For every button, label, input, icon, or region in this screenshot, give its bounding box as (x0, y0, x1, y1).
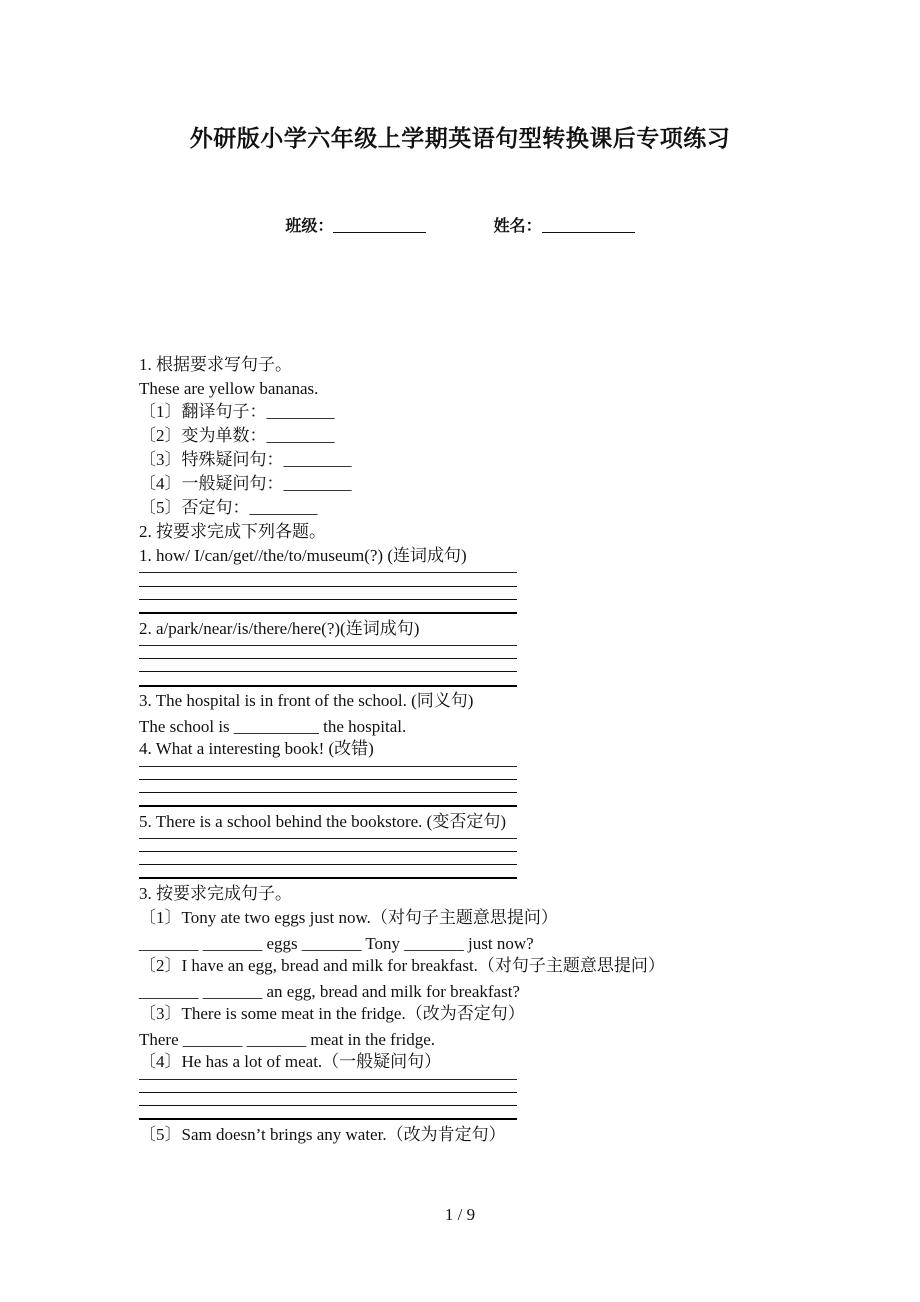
answer-line[interactable] (139, 877, 517, 879)
class-blank[interactable] (333, 216, 426, 233)
section-3-q3-answer: There _______ _______ meat in the fridge. (139, 1030, 436, 1049)
section-3-q2: 〔2〕I have an egg, bread and milk for breakfast.（对句子主题意思提问） (139, 956, 665, 975)
section-2-heading: 2. 按要求完成下列各题。 (139, 522, 326, 541)
answer-line[interactable] (139, 864, 517, 865)
answer-line[interactable] (139, 838, 517, 839)
answer-line[interactable] (139, 805, 517, 807)
section-2-q1: 1. how/ I/can/get//the/to/museum(?) (连词成句) (139, 546, 467, 565)
page-title: 外研版小学六年级上学期英语句型转换课后专项练习 (189, 126, 731, 152)
name-blank[interactable] (542, 216, 635, 233)
section-1-q4: 〔4〕一般疑问句：________ (139, 474, 352, 493)
section-3-q1-answer: _______ _______ eggs _______ Tony _______ just now? (139, 934, 534, 953)
answer-line[interactable] (139, 1079, 517, 1080)
section-1-q5: 〔5〕否定句：________ (139, 498, 318, 517)
answer-line[interactable] (139, 1105, 517, 1106)
section-3-q2-answer: _______ _______ an egg, bread and milk for breakfast? (139, 982, 520, 1001)
section-2-q3: 3. The hospital is in front of the school. (同义句) (139, 691, 474, 710)
section-1-q2: 〔2〕变为单数：________ (139, 426, 335, 445)
section-2-q3-answer: The school is __________ the hospital. (139, 717, 407, 736)
section-3-q1: 〔1〕Tony ate two eggs just now.（对句子主题意思提问） (139, 908, 558, 927)
answer-line[interactable] (139, 685, 517, 687)
student-info (0, 213, 920, 236)
section-3-q4: 〔4〕He has a lot of meat.（一般疑问句） (139, 1052, 442, 1071)
section-1-q3: 〔3〕特殊疑问句：________ (139, 450, 352, 469)
answer-line[interactable] (139, 766, 517, 767)
section-1-sentence: These are yellow bananas. (139, 379, 319, 398)
page-number: 1 / 9 (444, 1205, 476, 1224)
answer-line[interactable] (139, 645, 517, 646)
answer-line[interactable] (139, 658, 517, 659)
class-label: 班级： (285, 216, 334, 235)
name-label: 姓名： (493, 216, 542, 235)
section-3-heading: 3. 按要求完成句子。 (139, 884, 292, 903)
answer-line[interactable] (139, 779, 517, 780)
answer-line[interactable] (139, 572, 517, 573)
answer-line[interactable] (139, 612, 517, 614)
section-2-q4: 4. What a interesting book! (改错) (139, 739, 374, 758)
section-3-q5: 〔5〕Sam doesn’t brings any water.（改为肯定句） (139, 1125, 506, 1144)
section-2-q5: 5. There is a school behind the bookstore. (变否定句) (139, 812, 507, 831)
section-1-heading: 1. 根据要求写句子。 (139, 355, 292, 374)
answer-line[interactable] (139, 851, 517, 852)
answer-line[interactable] (139, 1092, 517, 1093)
section-1-q1: 〔1〕翻译句子：________ (139, 402, 335, 421)
section-3-q3: 〔3〕There is some meat in the fridge.（改为否定句） (139, 1004, 525, 1023)
answer-line[interactable] (139, 586, 517, 587)
answer-line[interactable] (139, 599, 517, 600)
answer-line[interactable] (139, 671, 517, 672)
answer-line[interactable] (139, 792, 517, 793)
answer-line[interactable] (139, 1118, 517, 1120)
section-2-q2: 2. a/park/near/is/there/here(?)(连词成句) (139, 619, 420, 638)
